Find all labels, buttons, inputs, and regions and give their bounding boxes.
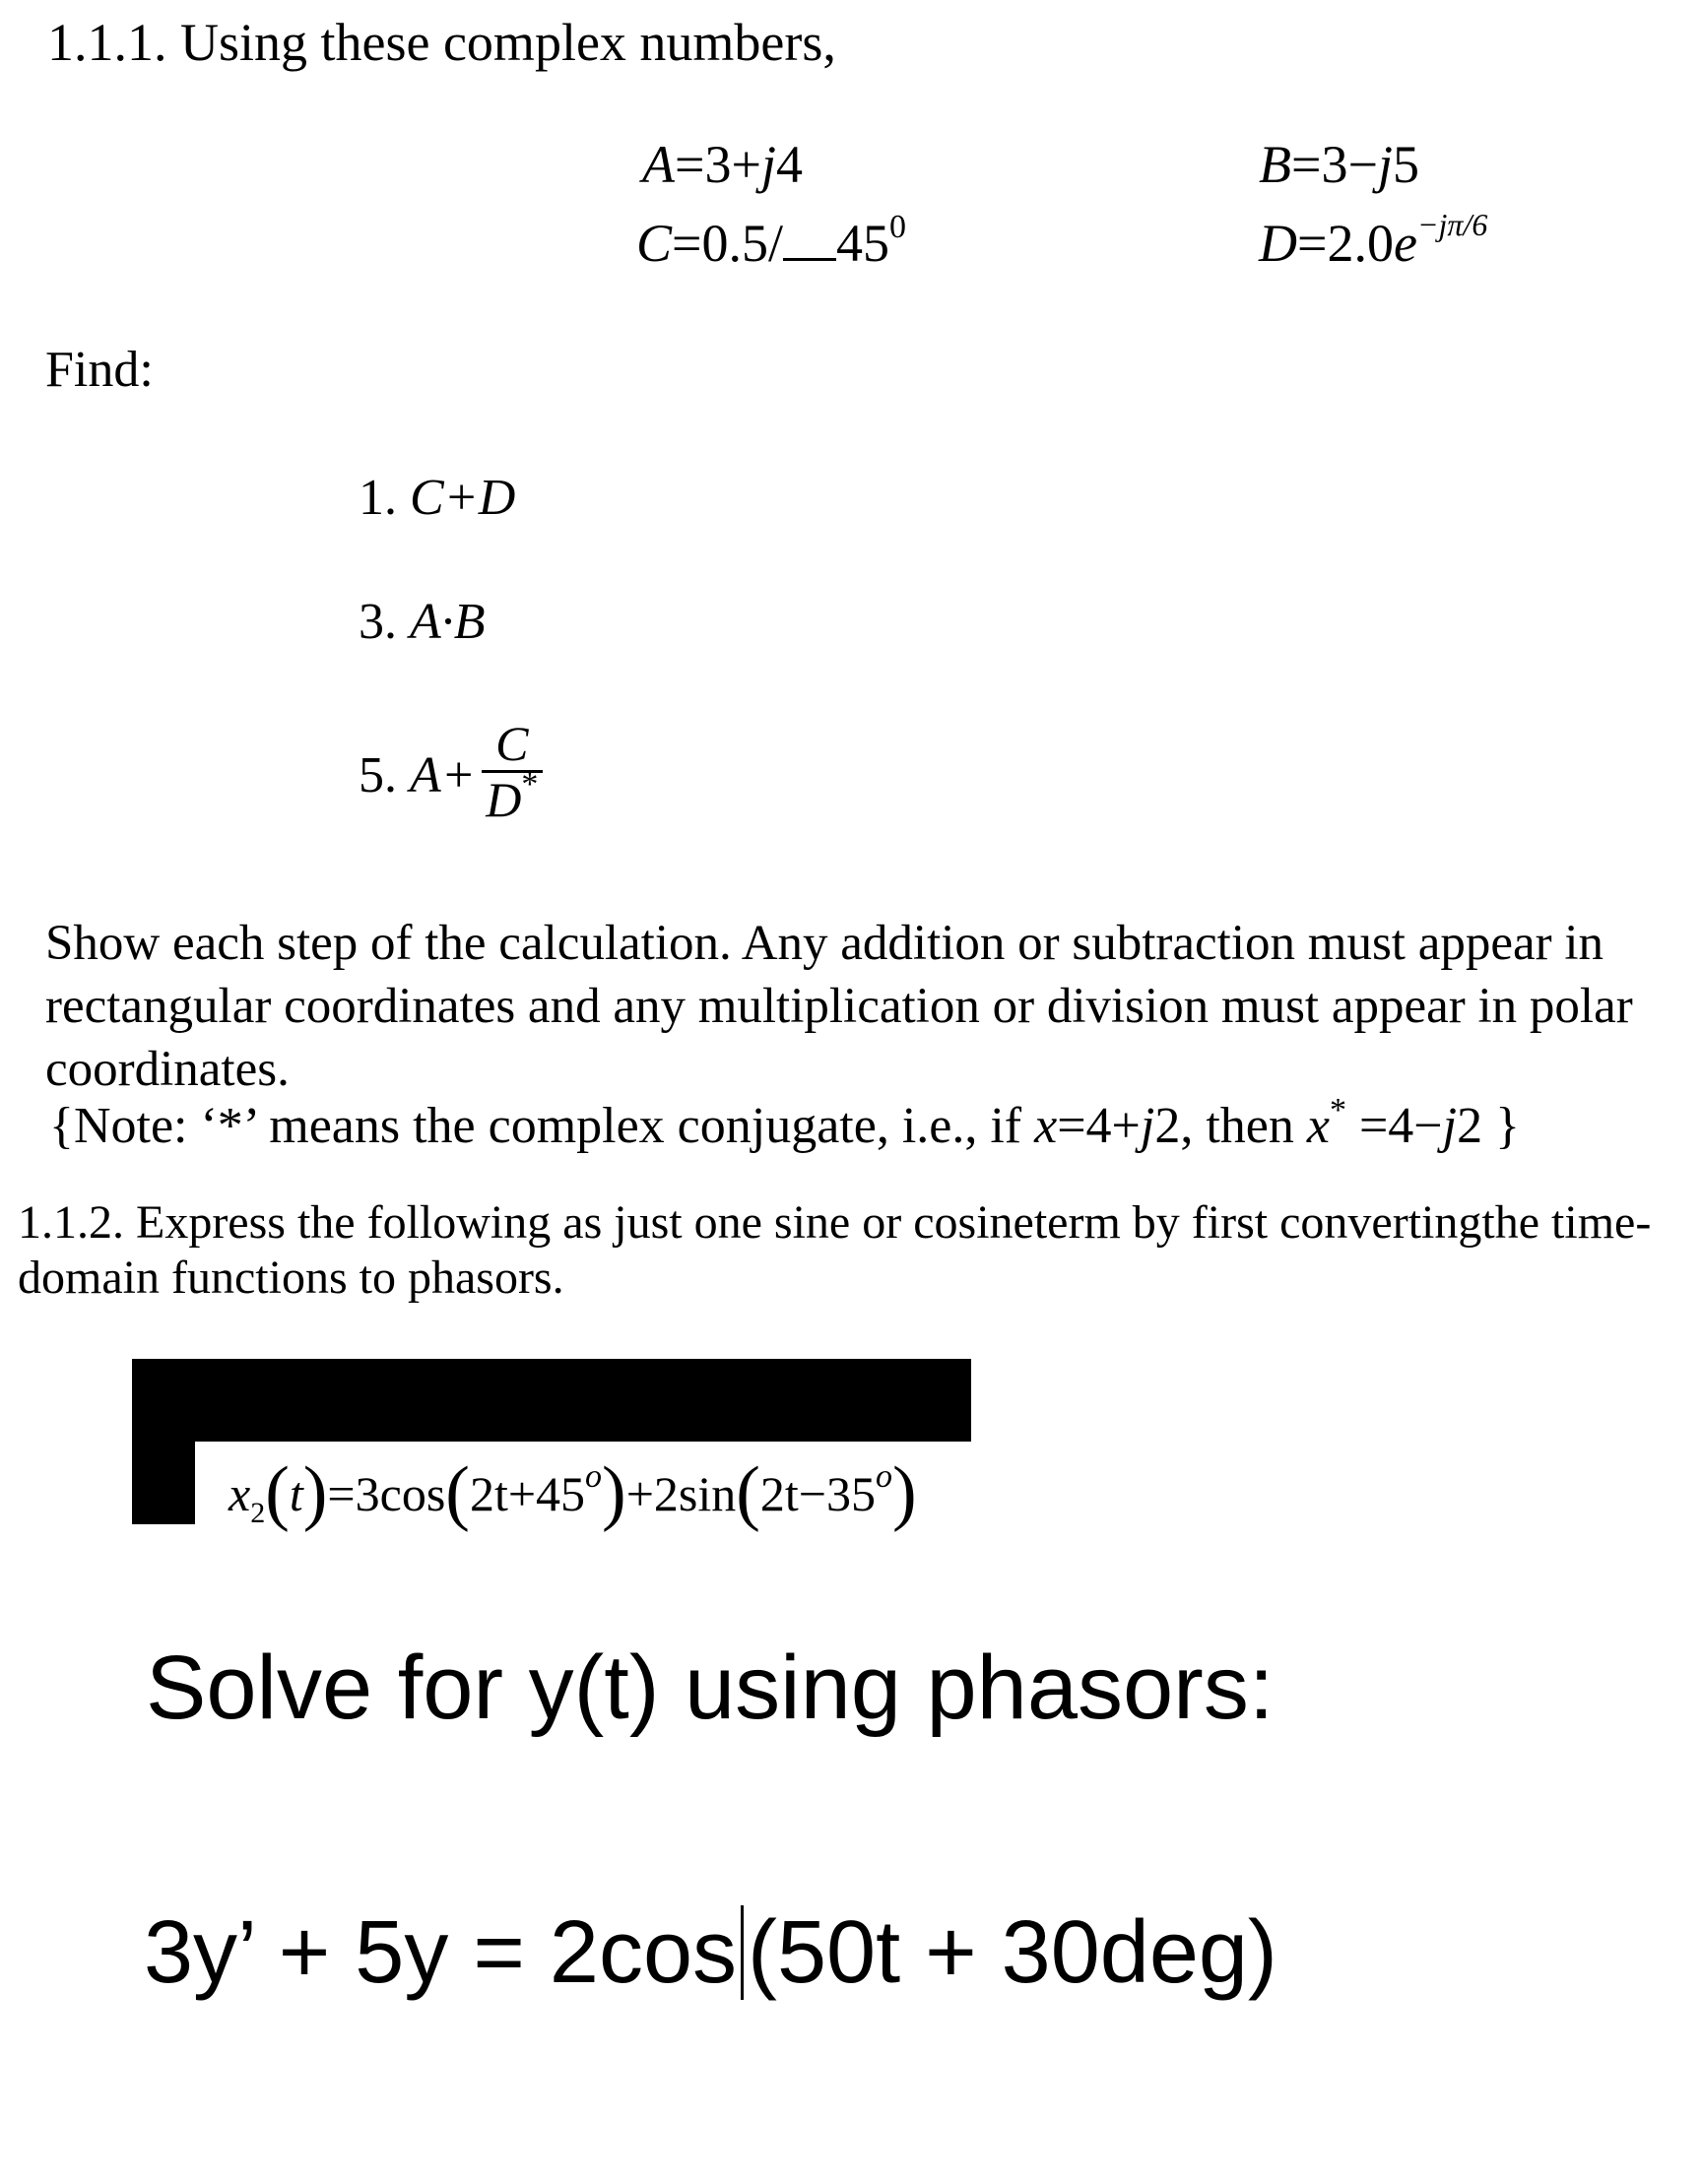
- definition-a: A=3+j4: [642, 135, 803, 194]
- problem-2-heading: 1.1.2. Express the following as just one sine or cosineterm by first convertingthe time-domain functions to phasors.: [18, 1196, 1652, 1304]
- definition-d: $D=2.0e^{-j\pi/6}$: [1259, 207, 1488, 273]
- definition-c: C=0.5/ $45^0$: [636, 209, 907, 273]
- var-b: B: [1259, 135, 1291, 194]
- var-a: A: [642, 135, 675, 194]
- fraction-c-over-d-conjugate: $\frac{C}{D^*}$: [482, 717, 543, 833]
- text-cursor: [741, 1905, 744, 2000]
- problem-1-heading: 1.1.1. Using these complex numbers,: [47, 13, 836, 72]
- var-d: D: [1259, 214, 1297, 273]
- var-c: C: [636, 214, 673, 273]
- definition-b: B=3−j5: [1259, 135, 1419, 194]
- item-5: 5. A+ $\frac{C}{D^*}$: [359, 717, 543, 833]
- differential-equation: 3y’ + 5y = 2cos (50t + 30deg): [144, 1903, 1277, 2002]
- instructions: Show each step of the calculation. Any addition or subtraction must appear in rectangular coordinates and any multiplication or division must appear in polar coordinates.: [45, 916, 1633, 1097]
- solve-title: Solve for y(t) using phasors:: [146, 1638, 1275, 1738]
- item-3: 3. A·B: [359, 594, 486, 650]
- angle-underscore: [783, 213, 836, 261]
- redaction-bar-top: [132, 1359, 971, 1442]
- note: {Note: ‘*’ means the complex conjugate, i.e., if x=4+j2, then x* =4−j2 }: [49, 1092, 1521, 1154]
- redaction-bar-left: [132, 1442, 195, 1524]
- item-1: 1. C+D: [359, 470, 516, 526]
- equation-x2: $x_2(t)=3\cos(2t+45^o)+2\sin(2t-35^o)$: [229, 1452, 917, 1533]
- find-label: Find:: [45, 342, 154, 398]
